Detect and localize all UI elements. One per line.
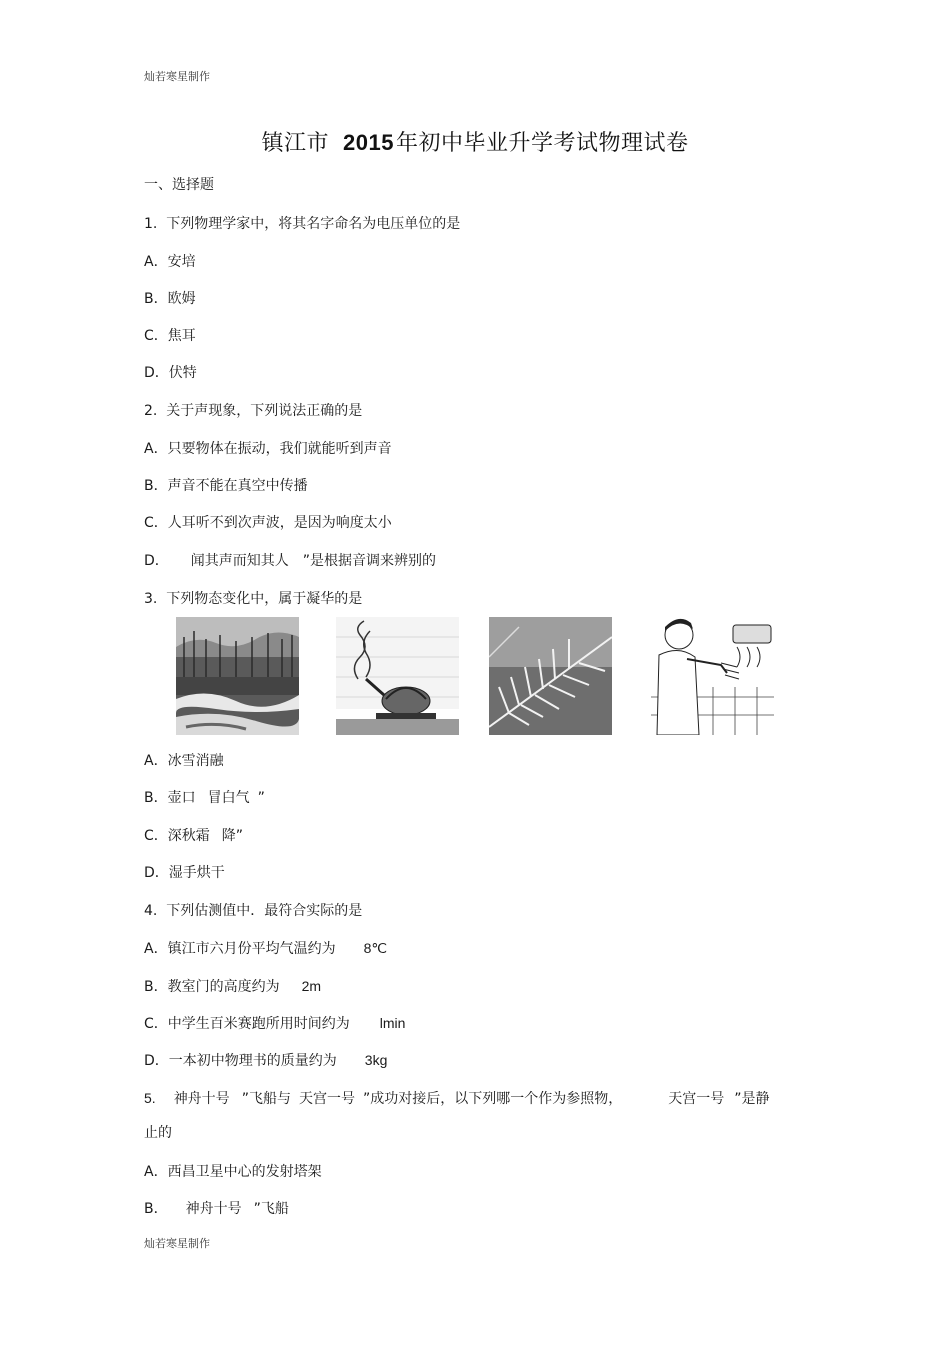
question-3-stem: 3. 下列物态变化中，属于凝华的是 <box>144 591 363 607</box>
q5-b-tail: ”飞船 <box>253 1201 289 1217</box>
q5-number: 5. <box>144 1090 156 1106</box>
q4-option-d <box>144 1050 387 1071</box>
q3-option-c <box>144 826 243 846</box>
q2-option-b: B．声音不能在真空中传播 <box>144 478 308 494</box>
q5-tiangong-2: 天宫一号 <box>668 1091 725 1107</box>
q4-option-a <box>144 938 387 959</box>
q4-d-value: 3kg <box>364 1052 388 1068</box>
exam-title <box>0 126 950 157</box>
q2-d-tail: ”是根据音调来辨别的 <box>302 553 437 569</box>
q3-b-text: 冒白气 <box>207 790 250 806</box>
q3-option-b <box>144 788 265 808</box>
q5-stem-wrap: 止的 <box>144 1125 172 1141</box>
q5-stem-c: ”飞船与 <box>241 1091 291 1107</box>
kettle-steam-image <box>336 617 459 735</box>
q2-d-text: 闻其声而知其人 <box>190 553 289 569</box>
q4-a-label: A．镇江市六月份平均气温约为 <box>144 941 336 957</box>
q5-shenzhou: 神舟十号 <box>173 1091 230 1107</box>
section-heading: 一、选择题 <box>144 177 214 193</box>
q1-option-b: B．欧姆 <box>144 291 196 307</box>
q3-c-text: 降 <box>221 828 236 844</box>
q5-stem-g: ”是静 <box>734 1091 770 1107</box>
frost-pine-image <box>489 617 612 735</box>
page-footer: 灿若寒星制作 <box>144 1237 210 1250</box>
q2-option-c: C．人耳听不到次声波，是因为响度太小 <box>144 515 392 531</box>
question-5-stem <box>144 1088 769 1109</box>
q5-option-b <box>144 1199 289 1219</box>
question-4-stem: 4. 下列估测值中．最符合实际的是 <box>144 903 363 919</box>
hand-dryer-image <box>651 617 774 735</box>
q5-stem-e: ”成功对接后，以下列哪一个作为参照物， <box>362 1091 623 1107</box>
q4-d-label: D．一本初中物理书的质量约为 <box>144 1053 337 1069</box>
q4-c-label: C．中学生百米赛跑所用时间约为 <box>144 1016 350 1032</box>
q2-option-a: A．只要物体在振动，我们就能听到声音 <box>144 441 392 457</box>
q3-option-d: D．湿手烘干 <box>144 865 225 881</box>
q4-option-b <box>144 976 321 997</box>
question-2-stem: 2. 关于声现象，下列说法正确的是 <box>144 403 363 419</box>
q4-option-c <box>144 1013 405 1034</box>
q3-c-tail: ” <box>235 828 244 844</box>
q4-b-value: 2m <box>301 978 322 994</box>
q5-option-a: A．西昌卫星中心的发射塔架 <box>144 1164 322 1180</box>
q3-b-tail: ” <box>257 790 265 806</box>
q2-d-label: D． <box>144 553 169 569</box>
q5-b-label: B． <box>144 1201 168 1217</box>
q5-b-text: 神舟十号 <box>185 1201 242 1217</box>
title-prefix: 镇江市 <box>261 131 330 156</box>
q1-option-d: D．伏特 <box>144 365 197 381</box>
q4-a-value: 8℃ <box>363 940 388 956</box>
q1-option-a: A．安培 <box>144 254 196 270</box>
q1-option-c: C．焦耳 <box>144 328 196 344</box>
q2-option-d <box>144 551 436 571</box>
title-year: 2015 <box>343 130 394 155</box>
q4-b-label: B．教室门的高度约为 <box>144 979 280 995</box>
page-header: 灿若寒星制作 <box>144 70 210 83</box>
question-1-stem: 1. 下列物理学家中，将其名字命名为电压单位的是 <box>144 216 461 232</box>
q3-option-a: A．冰雪消融 <box>144 753 224 769</box>
q3-c-label: C．深秋霜 <box>144 828 210 844</box>
snow-melting-image <box>176 617 299 735</box>
title-suffix: 年初中毕业升学考试物理试卷 <box>395 131 689 156</box>
q4-c-value: lmin <box>379 1015 406 1031</box>
q3-b-label: B．壶口 <box>144 790 196 806</box>
q5-tiangong: 天宫一号 <box>298 1091 355 1107</box>
